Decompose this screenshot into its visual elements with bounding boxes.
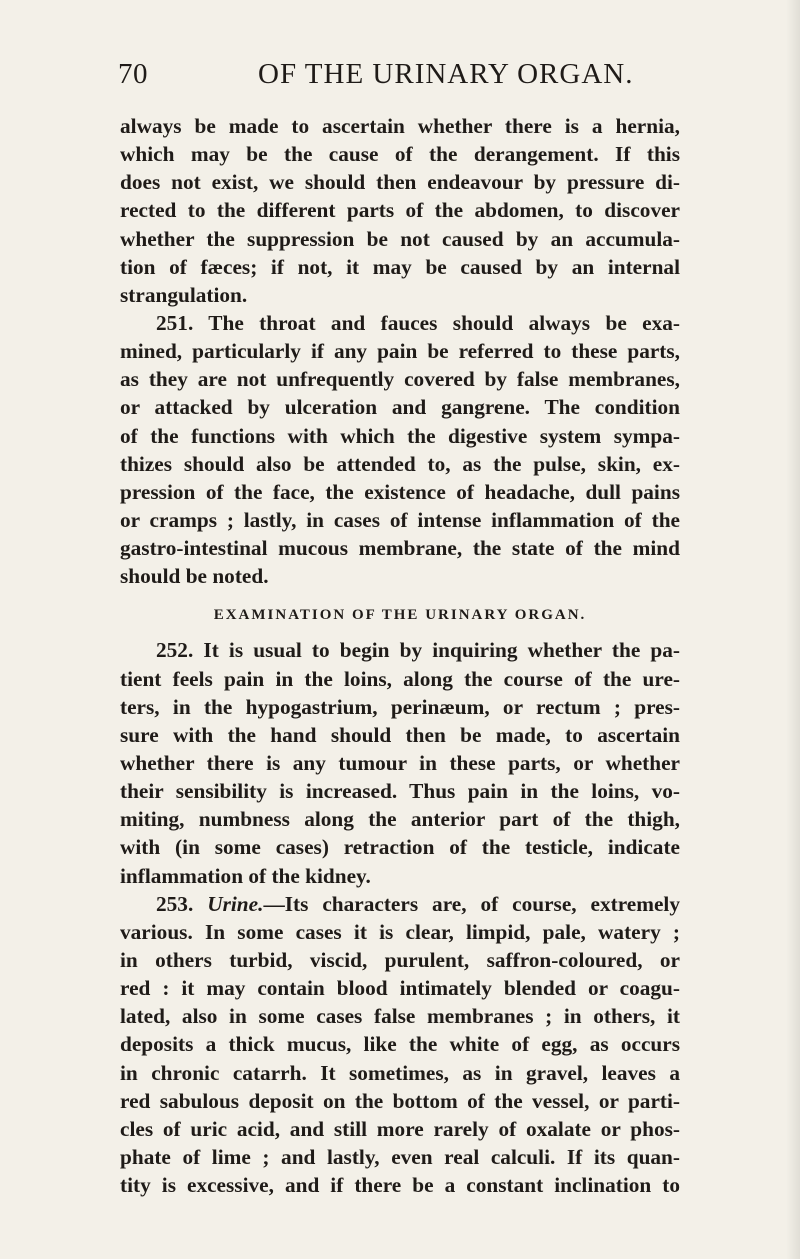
text-line: whether there is any tumour in these parts, or whether — [120, 750, 680, 775]
paragraph-253-start — [120, 890, 680, 918]
paragraph-251-start: 251. The throat and fauces should always be exa- — [156, 310, 680, 335]
text-line: cles of uric acid, and still more rarely of oxalate or phos- — [120, 1116, 680, 1141]
text-line: miting, numbness along the anterior part of the thigh, — [120, 807, 680, 832]
text-line: always be made to ascertain whether there is a hernia, — [120, 114, 680, 138]
text-line: rected to the different parts of the abdomen, to discover — [120, 198, 680, 223]
text-line: with (in some cases) retraction of the testicle, indicate — [120, 835, 680, 860]
text-line: lated, also in some cases false membranes ; in others, it — [120, 1004, 680, 1029]
paragraph-252-start: 252. It is usual to begin by inquiring whether the pa- — [156, 638, 680, 663]
paragraph-253-text: —Its characters are, of course, extremely — [263, 891, 680, 916]
text-line: tity is excessive, and if there be a constant inclination to — [120, 1173, 680, 1198]
text-line: sure with the hand should then be made, to ascertain — [120, 722, 680, 747]
text-line: tient feels pain in the loins, along the course of the ure- — [120, 666, 680, 691]
text-line: mined, particularly if any pain be referred to these parts, — [120, 339, 680, 364]
text-line: their sensibility is increased. Thus pain in the loins, vo- — [120, 779, 680, 804]
text-line: various. In some cases it is clear, limpid, pale, watery ; — [120, 919, 680, 944]
text-line: red sabulous deposit on the bottom of the vessel, or parti- — [120, 1088, 680, 1113]
text-line: deposits a thick mucus, like the white of egg, as occurs — [120, 1032, 680, 1057]
paragraph-number: 253. — [156, 891, 194, 916]
text-line: red : it may contain blood intimately blended or coagu- — [120, 976, 680, 1001]
text-line: phate of lime ; and lastly, even real calculi. If its quan- — [120, 1144, 680, 1169]
text-line: ters, in the hypogastrium, perinæum, or rectum ; pres- — [120, 694, 680, 719]
running-head-title: OF THE URINARY ORGAN. — [258, 58, 634, 90]
text-line: which may be the cause of the derangement. If this — [120, 142, 680, 167]
running-head — [118, 58, 688, 98]
section-heading: EXAMINATION OF THE URINARY ORGAN. — [213, 607, 587, 624]
text-line: as they are not unfrequently covered by false membranes, — [120, 367, 680, 392]
text-line: of the functions with which the digestive system sympa- — [120, 423, 680, 448]
text-line: gastro-intestinal mucous membrane, the state of the mind — [120, 536, 680, 561]
text-line: tion of fæces; if not, it may be caused by an internal — [120, 254, 680, 279]
text-line: thizes should also be attended to, as the pulse, skin, ex- — [120, 451, 680, 476]
text-line: should be noted. — [120, 564, 269, 589]
text-line: inflammation of the kidney. — [120, 863, 371, 888]
body-text — [120, 112, 680, 1199]
text-line: in chronic catarrh. It sometimes, as in gravel, leaves a — [120, 1060, 680, 1085]
text-line: strangulation. — [120, 282, 248, 307]
text-line: does not exist, we should then endeavour by pressure di- — [120, 170, 680, 195]
urine-subheading: Urine. — [207, 891, 264, 916]
page-number: 70 — [118, 58, 148, 90]
text-line: whether the suppression be not caused by an accumula- — [120, 226, 680, 251]
text-line: or attacked by ulceration and gangrene. The condition — [120, 395, 680, 420]
text-line: or cramps ; lastly, in cases of intense inflammation of the — [120, 507, 680, 532]
text-line: pression of the face, the existence of headache, dull pains — [120, 479, 680, 504]
text-line: in others turbid, viscid, purulent, saffron-coloured, or — [120, 947, 680, 972]
